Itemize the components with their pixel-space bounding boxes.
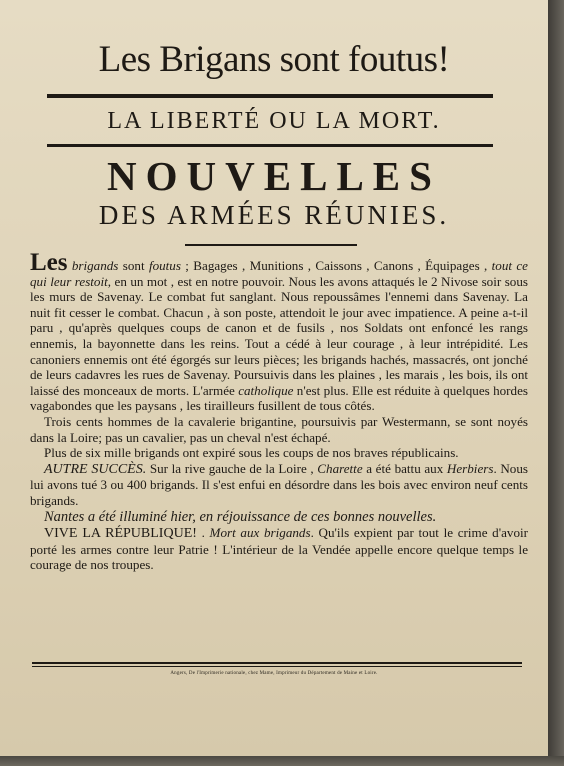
rule-divider-short [185,244,357,246]
paragraph-vive-republique [30,525,528,573]
paragraph-cavalry: Trois cents hommes de la cavalerie brigantine, poursuivis par Westermann, se sont noyés dans la Loire; pas un cavalier, pas un cheval n'est échapé. [30,413,528,445]
paragraph-bulletin [30,249,528,414]
text-run: , en un mot , est en notre pouvoir. Nous les avons attaqués le 2 Nivose soir sous les murs de Savenay. Le combat fut sanglant. Nous repoussâmes l'ennemi dans Savenay. La nuit fit cesser le combat. Chacun , à son poste, attendoit le jour avec impatience. A peine a-t-il paru , qu'après quelques coups de canon et de fusils , nos Soldats ont enfoncé les rangs ennemis, la bayonnette dans les reins. Tout a cédé à leur courage , à leur intrépidité. Les canoniers ennemis ont été égorgés sur leurs pièces; les brigands hachés, massacrés, ont jonché de leurs cadavres les rues de Savenay. Poursuivis dans les plaines , les marais , les bois, ils ont laissé des monceaux de morts. L'armée [30,273,528,398]
rule-divider-bottom [32,662,522,664]
text-run: n'est plus. Elle est réduite à quelques hordes vagabondes que les paysans , les tirailleurs fusillent de tous côtés. [30,382,528,414]
text-autre-succes: AUTRE SUCCÈS. [44,461,147,477]
text-run: . [196,525,210,541]
text-italic: brigands [71,258,119,273]
background-edge-right [548,0,564,766]
headline: Les Brigans sont foutus! [98,39,450,80]
background-edge-bottom [0,756,564,766]
rule-divider-bottom-thin [32,666,522,667]
text-italic: Herbiers [446,460,494,476]
title-nouvelles: NOUVELLES [107,153,441,199]
text-italic: Mort aux brigands [209,525,311,541]
text-italic: tout ce qui leur restoit [30,258,528,289]
title-armees-reunies: DES ARMÉES RÉUNIES. [98,200,450,230]
text-run: sont [118,258,149,273]
text-italic: catholique [238,382,294,398]
text-vive-republique: VIVE LA RÉPUBLIQUE! [44,526,197,542]
motto: LA LIBERTÉ OU LA MORT. [107,108,441,134]
text-run: . Nous lui avons tué 3 ou 400 brigands. Il s'est enfui en désordre dans les bois avec environ neuf cents brigands. [30,460,528,508]
paragraph-six-mille: Plus de six mille brigands ont expiré sous les coups de nos braves républicains. [44,445,459,461]
text-run: . Qu'ils expient par tout le crime d'avoir porté les armes contre leur Patrie ! L'intérieur de la Vendée appelle encore quelque temps le courage de nos troupes. [30,525,528,573]
text-run: a été battu aux [362,460,447,476]
paragraph-nantes [30,509,528,526]
text-run: ; Bagages , Munitions , Caissons , Canons , Équipages , [180,258,492,273]
text-italic: Charette [317,460,363,476]
imprint-line: Angers, De l'Imprimerie nationale, chez Mame, Imprimeur du Département de Maine et Loire. [170,671,378,676]
rule-divider-top [47,94,493,98]
dropcap-text: Les [30,249,68,276]
text-italic: foutus [148,258,181,273]
text-run: Sur la rive gauche de la Loire , [146,460,318,476]
paragraph-autre-succes [30,461,528,509]
text-nantes: Nantes a été illuminé hier, en réjouissance de ces bonnes nouvelles. [44,508,437,525]
rule-divider-motto [47,144,493,147]
article-body [30,249,528,573]
